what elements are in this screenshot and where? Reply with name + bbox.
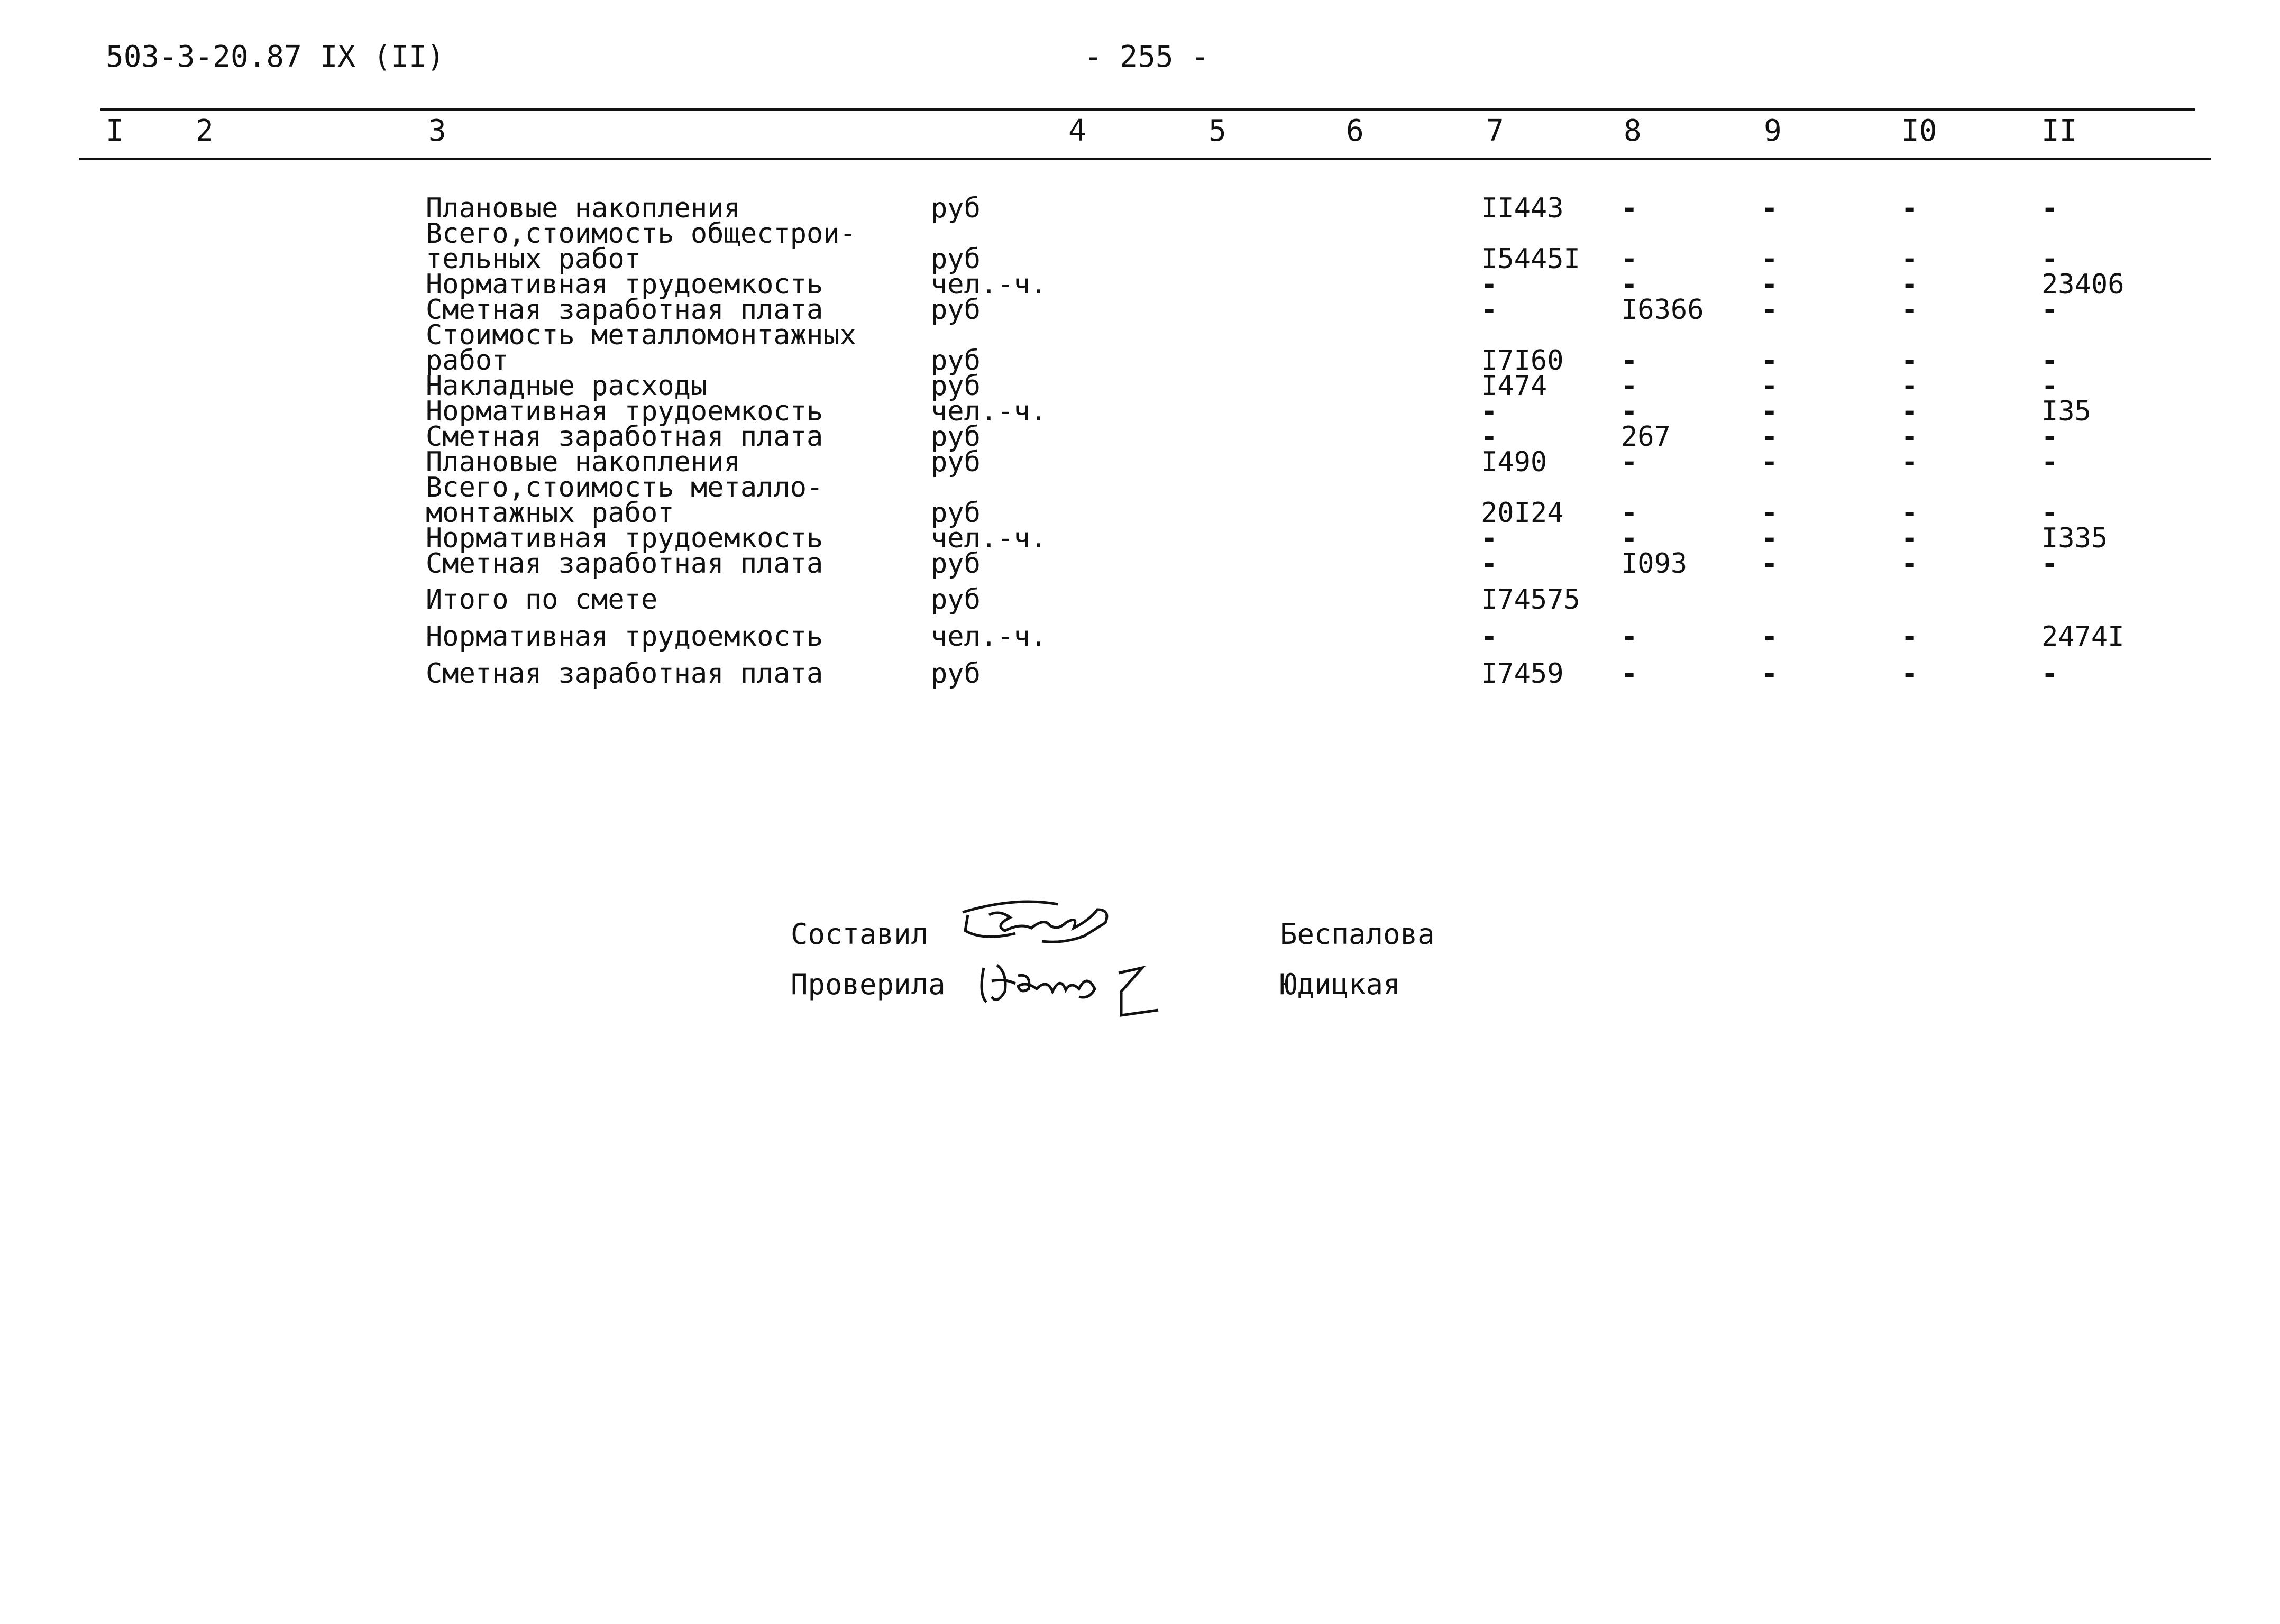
row-value-c9: - bbox=[1761, 522, 1778, 554]
row-description: Итого по смете bbox=[426, 584, 658, 616]
row-value-c9: - bbox=[1761, 345, 1778, 377]
row-value-c10: - bbox=[1901, 421, 1918, 453]
compiled-by-name: Беспалова bbox=[1280, 917, 1435, 951]
row-unit: чел.-ч. bbox=[931, 522, 1047, 554]
row-value-c9: - bbox=[1761, 621, 1778, 653]
row-value-c9: - bbox=[1761, 548, 1778, 580]
column-number: 8 bbox=[1624, 114, 1642, 148]
row-value-c7: - bbox=[1481, 269, 1498, 300]
row-value-c9: - bbox=[1761, 421, 1778, 453]
row-value-c11: - bbox=[2041, 192, 2058, 224]
column-number: I0 bbox=[1901, 114, 1937, 148]
row-value-c9: - bbox=[1761, 243, 1778, 275]
row-value-c7: - bbox=[1481, 396, 1498, 427]
row-unit: руб bbox=[931, 497, 981, 529]
row-description: работ bbox=[426, 345, 509, 377]
row-value-c11: 2474I bbox=[2041, 621, 2125, 653]
row-unit: руб bbox=[931, 584, 981, 616]
row-value-c10: - bbox=[1901, 269, 1918, 300]
row-value-c10: - bbox=[1901, 621, 1918, 653]
row-description: Всего,стоимость общестрои- bbox=[426, 218, 856, 250]
row-value-c10: - bbox=[1901, 294, 1918, 326]
row-value-c7: I474 bbox=[1481, 370, 1548, 402]
row-value-c10: - bbox=[1901, 522, 1918, 554]
row-value-c8: - bbox=[1621, 621, 1638, 653]
row-description: Накладные расходы bbox=[426, 370, 708, 402]
row-value-c7: I490 bbox=[1481, 446, 1548, 478]
row-unit: руб bbox=[931, 548, 981, 580]
row-value-c8: - bbox=[1621, 345, 1638, 377]
row-unit: руб bbox=[931, 345, 981, 377]
row-value-c8: - bbox=[1621, 243, 1638, 275]
row-unit: руб bbox=[931, 243, 981, 275]
row-unit: руб bbox=[931, 370, 981, 402]
row-value-c10: - bbox=[1901, 548, 1918, 580]
column-number: II bbox=[2041, 114, 2077, 148]
checked-signature bbox=[968, 952, 1179, 1026]
row-unit: руб bbox=[931, 658, 981, 690]
row-value-c7: - bbox=[1481, 621, 1498, 653]
column-number: 2 bbox=[196, 114, 214, 148]
row-value-c10: - bbox=[1901, 396, 1918, 427]
row-description: Всего,стоимость металло- bbox=[426, 472, 823, 503]
column-number: 5 bbox=[1208, 114, 1226, 148]
row-unit: чел.-ч. bbox=[931, 269, 1047, 300]
row-value-c8: - bbox=[1621, 497, 1638, 529]
row-value-c7: I74575 bbox=[1481, 584, 1580, 616]
row-unit: чел.-ч. bbox=[931, 621, 1047, 653]
row-value-c10: - bbox=[1901, 192, 1918, 224]
row-value-c10: - bbox=[1901, 370, 1918, 402]
row-value-c8: I093 bbox=[1621, 548, 1688, 580]
row-value-c9: - bbox=[1761, 294, 1778, 326]
header-top-rule bbox=[100, 108, 2195, 111]
row-value-c10: - bbox=[1901, 658, 1918, 690]
row-value-c7: II443 bbox=[1481, 192, 1564, 224]
row-value-c7: I7459 bbox=[1481, 658, 1564, 690]
row-value-c8: - bbox=[1621, 370, 1638, 402]
row-value-c7: 20I24 bbox=[1481, 497, 1564, 529]
compiled-by-label: Составил bbox=[791, 917, 929, 951]
column-number: I bbox=[106, 114, 124, 148]
row-value-c7: - bbox=[1481, 421, 1498, 453]
row-description: Сметная заработная плата bbox=[426, 658, 823, 690]
header-bottom-rule bbox=[79, 158, 2211, 160]
row-value-c11: - bbox=[2041, 446, 2058, 478]
row-value-c9: - bbox=[1761, 396, 1778, 427]
column-number: 6 bbox=[1346, 114, 1364, 148]
row-unit: руб bbox=[931, 421, 981, 453]
row-description: Нормативная трудоемкость bbox=[426, 396, 823, 427]
row-value-c7: I5445I bbox=[1481, 243, 1580, 275]
compiled-signature bbox=[952, 894, 1164, 952]
row-value-c11: - bbox=[2041, 345, 2058, 377]
row-value-c7: - bbox=[1481, 294, 1498, 326]
column-number: 7 bbox=[1486, 114, 1504, 148]
row-value-c11: - bbox=[2041, 243, 2058, 275]
row-value-c10: - bbox=[1901, 497, 1918, 529]
row-value-c10: - bbox=[1901, 243, 1918, 275]
row-value-c10: - bbox=[1901, 446, 1918, 478]
row-description: Нормативная трудоемкость bbox=[426, 269, 823, 300]
row-value-c7: - bbox=[1481, 522, 1498, 554]
row-value-c11: I335 bbox=[2041, 522, 2108, 554]
row-value-c8: - bbox=[1621, 522, 1638, 554]
row-value-c7: - bbox=[1481, 548, 1498, 580]
checked-by-label: Проверила bbox=[791, 968, 946, 1001]
row-unit: чел.-ч. bbox=[931, 396, 1047, 427]
row-description: монтажных работ bbox=[426, 497, 674, 529]
row-value-c8: 267 bbox=[1621, 421, 1671, 453]
row-value-c11: - bbox=[2041, 658, 2058, 690]
row-value-c11: I35 bbox=[2041, 396, 2091, 427]
row-description: Нормативная трудоемкость bbox=[426, 621, 823, 653]
row-value-c11: - bbox=[2041, 294, 2058, 326]
row-description: Сметная заработная плата bbox=[426, 421, 823, 453]
row-value-c10: - bbox=[1901, 345, 1918, 377]
row-unit: руб bbox=[931, 446, 981, 478]
column-number: 3 bbox=[428, 114, 446, 148]
row-value-c9: - bbox=[1761, 497, 1778, 529]
row-value-c11: 23406 bbox=[2041, 269, 2125, 300]
row-value-c8: - bbox=[1621, 446, 1638, 478]
checked-by-name: Юдицкая bbox=[1280, 968, 1400, 1001]
row-unit: руб bbox=[931, 192, 981, 224]
row-value-c9: - bbox=[1761, 192, 1778, 224]
row-value-c8: - bbox=[1621, 396, 1638, 427]
row-value-c7: I7I60 bbox=[1481, 345, 1564, 377]
row-value-c9: - bbox=[1761, 446, 1778, 478]
document-code: 503-3-20.87 IX (II) bbox=[106, 40, 445, 74]
row-value-c11: - bbox=[2041, 497, 2058, 529]
row-value-c9: - bbox=[1761, 370, 1778, 402]
row-value-c11: - bbox=[2041, 370, 2058, 402]
row-value-c9: - bbox=[1761, 658, 1778, 690]
row-value-c8: I6366 bbox=[1621, 294, 1704, 326]
page-number: - 255 - bbox=[1084, 40, 1210, 74]
column-number: 4 bbox=[1068, 114, 1086, 148]
row-value-c8: - bbox=[1621, 192, 1638, 224]
row-description: тельных работ bbox=[426, 243, 641, 275]
row-description: Сметная заработная плата bbox=[426, 294, 823, 326]
row-value-c8: - bbox=[1621, 658, 1638, 690]
row-value-c11: - bbox=[2041, 421, 2058, 453]
row-description: Нормативная трудоемкость bbox=[426, 522, 823, 554]
row-description: Плановые накопления bbox=[426, 192, 740, 224]
row-unit: руб bbox=[931, 294, 981, 326]
row-value-c9: - bbox=[1761, 269, 1778, 300]
row-description: Плановые накопления bbox=[426, 446, 740, 478]
column-number: 9 bbox=[1764, 114, 1782, 148]
row-value-c11: - bbox=[2041, 548, 2058, 580]
row-value-c8: - bbox=[1621, 269, 1638, 300]
row-description: Сметная заработная плата bbox=[426, 548, 823, 580]
row-description: Стоимость металломонтажных bbox=[426, 319, 856, 351]
